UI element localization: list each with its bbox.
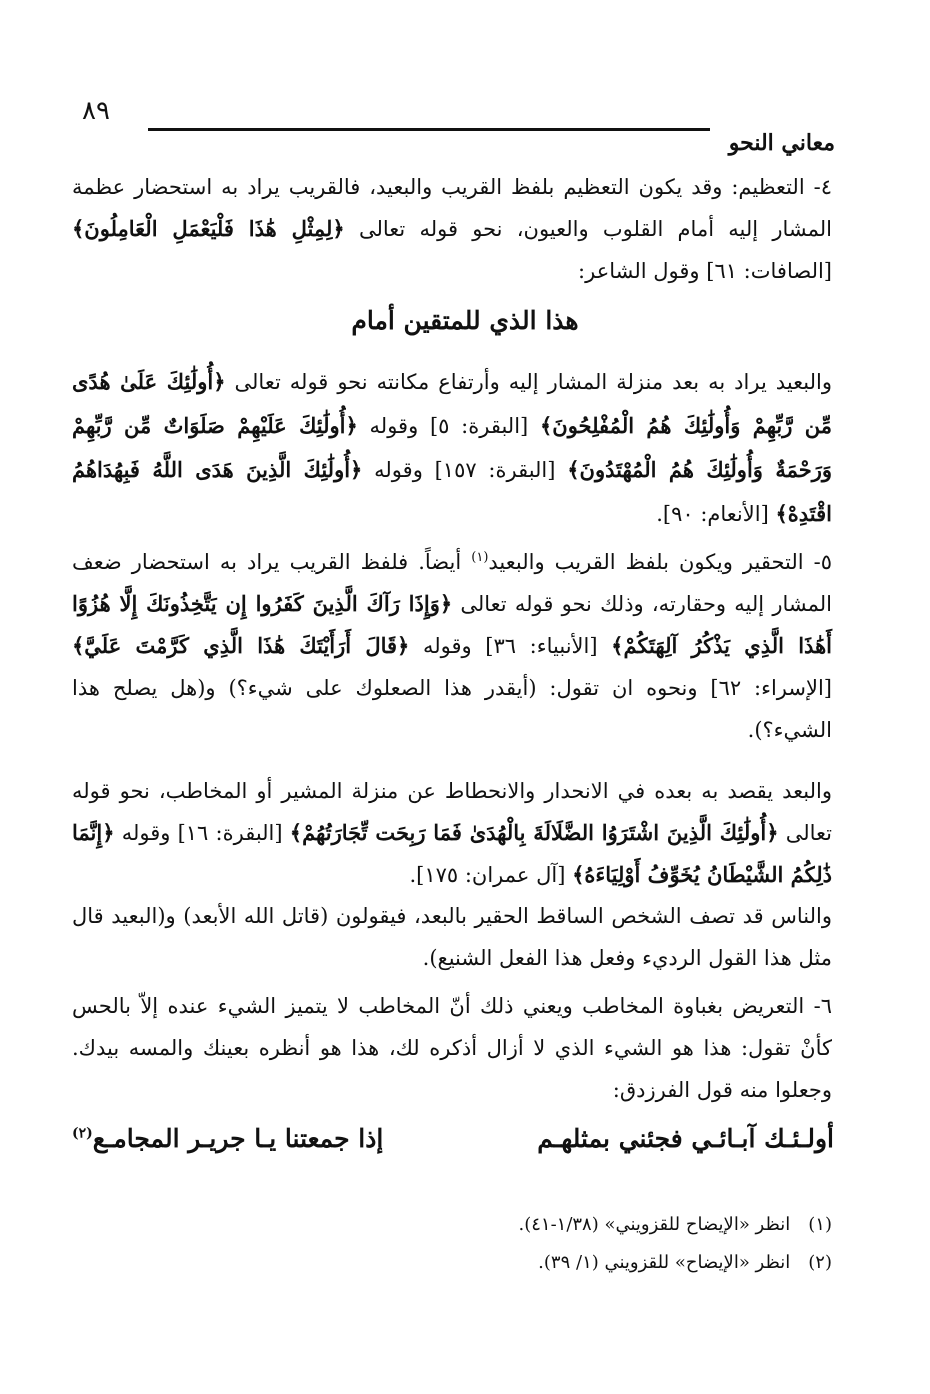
- paragraph-text: ٤- التعظيم: وقد يكون التعظيم بلفظ القريب والبعيد، فالقريب يراد به استحضار عظمة المشار إليه أمام القلوب والعيون، نحو قوله تعالى: [72, 175, 832, 241]
- poem-first-hemistich: أولـئـك آبـائـي فجئني بمثلهـم: [537, 1124, 834, 1153]
- paragraph-text: [الصافات: ٦١] وقول الشاعر:: [578, 259, 832, 283]
- paragraph-text: [آل عمران: ١٧٥].: [409, 863, 573, 887]
- quran-verse: ﴿قَالَ أَرَأَيْتَكَ هَٰذَا الَّذِي كَرَّمْتَ عَلَيَّ﴾: [72, 633, 410, 658]
- footnote-number: (٢): [808, 1252, 832, 1273]
- paragraph-glorification: [72, 166, 832, 292]
- quran-verse: ﴿أُولَٰئِكَ الَّذِينَ هَدَى اللَّهُ فَبِهُدَاهُمُ اقْتَدِهْ﴾: [72, 457, 832, 526]
- paragraph-text: [الإسراء: ٦٢] ونحوه ان تقول: (أيقدر هذا الصعلوك على شيء؟) و(هل يصلح هذا الشيء؟).: [72, 676, 832, 742]
- paragraph-people-usage: والناس قد تصف الشخص الساقط الحقير بالبعد، فيقولون (قاتل الله الأبعد) و(البعيد قال مثل هذا القول الرديء وفعل هذا الفعل الشنيع).: [72, 904, 832, 970]
- footnote-item: [518, 1206, 832, 1244]
- paragraph-insinuation: ٦- التعريض بغباوة المخاطب ويعني ذلك أنّ المخاطب لا يتميز الشيء عنده إلاّ بالحس كأنْ تقول: هذا هو الشيء الذي لا أزال أذكره لك، هذا هو أنظره بعينك والمسه بيدك. وجعلوا منه قول الفرزدق:: [72, 994, 832, 1102]
- paragraph-text: [البقرة: ١٦] وقوله: [114, 821, 290, 845]
- paragraph-text: [الأنبياء: ٣٦] وقوله: [409, 634, 612, 658]
- quran-verse: ﴿أُولَٰئِكَ عَلَىٰ هُدًى مِّن رَّبِّهِمْ وَأُولَٰئِكَ هُمُ الْمُفْلِحُونَ﴾: [72, 369, 833, 438]
- poem-text: إذا جمعتنا يـا جريـر المجامـع: [92, 1124, 384, 1153]
- verse-line: هذا الذي للمتقين أمام: [351, 306, 579, 335]
- paragraph-text: ٥- التحقير ويكون بلفظ القريب والبعيد: [488, 550, 832, 574]
- quran-verse: ﴿وَإِذَا رَآكَ الَّذِينَ كَفَرُوا إِن يَتَّخِذُونَكَ إِلَّا هُزُوًا أَهَٰذَا الَّذِي يَذْكُرُ آلِهَتَكُمْ﴾: [72, 591, 832, 658]
- footnote-text: انظر «الإيضاح» للقزويني (١/ ٣٩).: [538, 1252, 791, 1273]
- paragraph-text: أيضاً. فلفظ القريب يراد به استحضار ضعف المشار إليه وحقارته، وذلك نحو قوله تعالى: [72, 550, 832, 616]
- page-number: ٨٩: [82, 96, 110, 126]
- header-rule: [148, 128, 710, 131]
- quran-verse: ﴿أُولَٰئِكَ عَلَيْهِمْ صَلَوَاتٌ مِّن رَّبِّهِمْ وَرَحْمَةٌ وَأُولَٰئِكَ هُمُ الْمُهْتَدُونَ﴾: [72, 413, 832, 482]
- quran-verse: ﴿أُولَٰئِكَ الَّذِينَ اشْتَرَوُا الضَّلَالَةَ بِالْهُدَىٰ فَمَا رَبِحَت تِّجَارَتُهُمْ﴾: [289, 820, 779, 845]
- paragraph-degradation: [72, 770, 832, 896]
- paragraph-text: [البقرة: ٥] وقوله: [357, 414, 540, 438]
- footnote-number: (١): [808, 1214, 832, 1235]
- paragraph-text: والبعد يقصد به بعده في الانحدار والانحطاط عن منزلة المشير أو المخاطب، نحو قوله تعالى: [72, 779, 832, 845]
- footnote-marker[interactable]: (٢): [72, 1125, 93, 1142]
- footnote-item: [518, 1244, 832, 1282]
- running-title: معاني النحو: [728, 130, 835, 156]
- paragraph-text: والبعيد يراد به بعد منزلة المشار إليه وأرتفاع مكانته نحو قوله تعالى: [225, 370, 832, 394]
- paragraph-text: [البقرة: ١٥٧] وقوله: [362, 458, 568, 482]
- paragraph-distance: [72, 360, 832, 536]
- footnote-text: انظر «الإيضاح للقزويني» (١/٣٨-٤١).: [518, 1214, 791, 1235]
- footnote-marker[interactable]: (١): [471, 550, 489, 565]
- paragraph-text: [الأنعام: ٩٠].: [656, 502, 776, 526]
- quran-verse: ﴿إِنَّمَا ذَٰلِكُمُ الشَّيْطَانُ يُخَوِّفُ أَوْلِيَاءَهُ﴾: [72, 820, 832, 887]
- poem-second-hemistich: [72, 1124, 383, 1153]
- quran-verse: ﴿لِمِثْلِ هَٰذَا فَلْيَعْمَلِ الْعَامِلُونَ﴾: [72, 216, 345, 241]
- footnotes: [518, 1206, 832, 1282]
- paragraph-contempt: [72, 537, 832, 751]
